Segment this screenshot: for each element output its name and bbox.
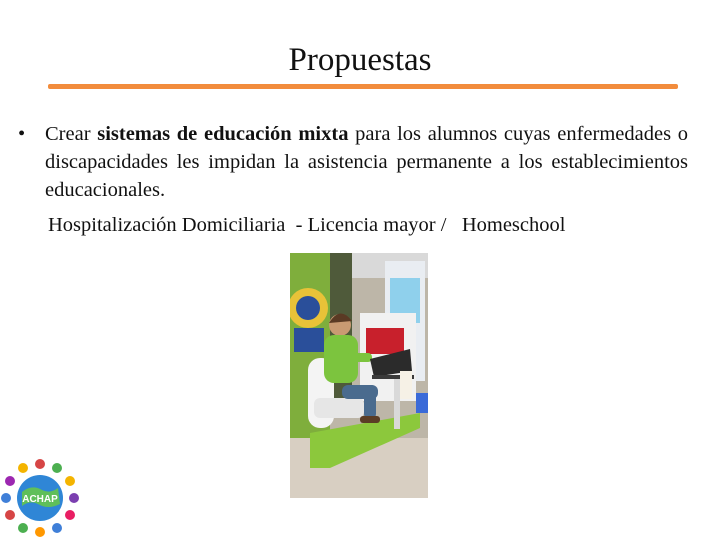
achap-logo [0,458,80,538]
photo-illustration [290,253,428,498]
title-underline [48,84,678,89]
bullet-text [45,120,688,204]
bullet-prefix: Crear [45,123,98,145]
slide-title: Propuestas [288,42,432,78]
modalities-line: Hospitalización Domiciliaria - Licencia mayor / Homeschool [48,214,566,236]
bullet-rest: para los alumnos cuyas enfermedades o discapacidades les impidan la asistencia permanente a los establecimientos educacionales. [45,123,688,201]
student-laptop-photo [290,253,428,498]
logo-text: ACHAP [22,494,58,505]
bullet-bold-phrase: sistemas de educación mixta [97,123,349,145]
bullet-marker: • [18,123,26,145]
bullet-item [18,120,688,204]
logo-emblem [0,458,80,538]
